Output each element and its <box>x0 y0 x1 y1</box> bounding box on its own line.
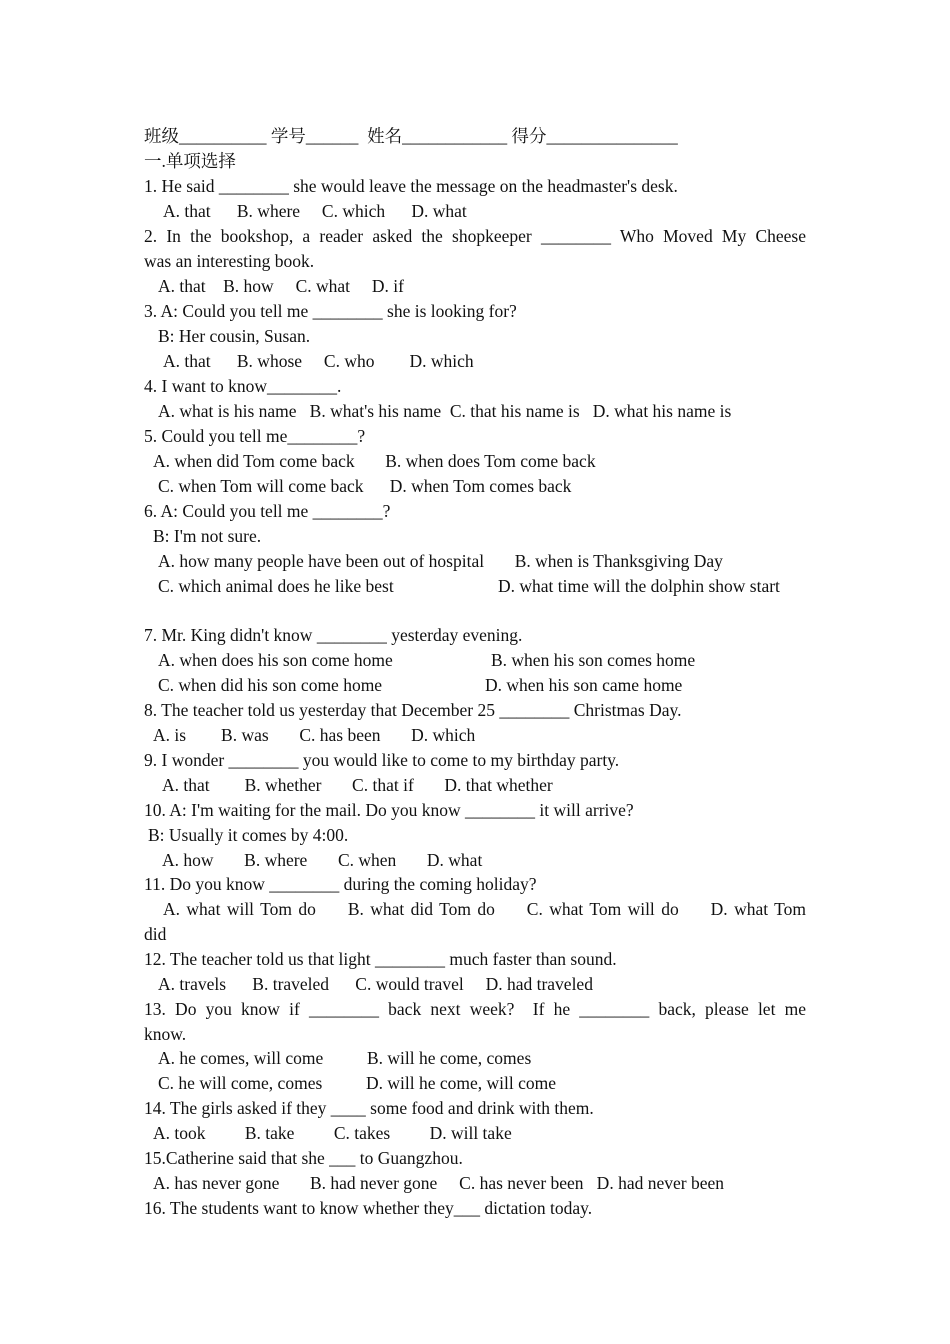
question-16-stem: 16. The students want to know whether they___ dictation today. <box>144 1198 593 1218</box>
question-7-stem: 7. Mr. King didn't know ________ yesterday evening. <box>144 625 523 645</box>
question-11-stem: 11. Do you know ________ during the coming holiday? <box>144 874 537 894</box>
question-6-option-c: C. which animal does he like best <box>158 576 394 596</box>
question-1-options: A. that B. where C. which D. what <box>163 201 467 221</box>
section-title: 一.单项选择 <box>144 151 236 171</box>
question-1-stem: 1. He said ________ she would leave the message on the headmaster's desk. <box>144 176 678 196</box>
question-5-options-ab: A. when did Tom come back B. when does Tom come back <box>153 451 596 471</box>
question-5-stem: 5. Could you tell me________? <box>144 426 366 446</box>
question-10-options: A. how B. where C. when D. what <box>162 850 483 870</box>
question-8-options: A. is B. was C. has been D. which <box>153 725 476 745</box>
question-6-options-ab: A. how many people have been out of hospital B. when is Thanksgiving Day <box>158 551 723 571</box>
question-13-options-cd: C. he will come, comes D. will he come, will come <box>158 1073 557 1093</box>
question-6-stem: 6. A: Could you tell me ________? <box>144 501 391 521</box>
question-2-stem-line1: 2. In the bookshop, a reader asked the shopkeeper ________ Who Moved My Cheese <box>144 226 806 246</box>
question-4-options: A. what is his name B. what's his name C. that his name is D. what his name is <box>158 401 732 421</box>
question-2-options: A. that B. how C. what D. if <box>158 276 404 296</box>
question-7-option-d: D. when his son came home <box>485 675 683 695</box>
question-12-options: A. travels B. traveled C. would travel D. had traveled <box>158 974 593 994</box>
question-8-stem: 8. The teacher told us yesterday that December 25 ________ Christmas Day. <box>144 700 682 720</box>
question-3-stem: 3. A: Could you tell me ________ she is looking for? <box>144 301 517 321</box>
question-4-stem: 4. I want to know________. <box>144 376 342 396</box>
question-15-options: A. has never gone B. had never gone C. has never been D. had never been <box>153 1173 724 1193</box>
question-14-options: A. took B. take C. takes D. will take <box>153 1123 512 1143</box>
question-7-option-a: A. when does his son come home <box>158 650 393 670</box>
question-3-reply: B: Her cousin, Susan. <box>158 326 311 346</box>
question-6-option-d: D. what time will the dolphin show start <box>498 576 780 596</box>
question-11-options-line2: did <box>144 924 167 944</box>
question-12-stem: 12. The teacher told us that light ________ much faster than sound. <box>144 949 617 969</box>
question-9-stem: 9. I wonder ________ you would like to come to my birthday party. <box>144 750 620 770</box>
question-6-reply: B: I'm not sure. <box>153 526 262 546</box>
question-5-options-cd: C. when Tom will come back D. when Tom comes back <box>158 476 572 496</box>
question-7-option-c: C. when did his son come home <box>158 675 383 695</box>
question-10-reply: B: Usually it comes by 4:00. <box>148 825 349 845</box>
question-13-stem-line1: 13. Do you know if ________ back next week? If he ________ back, please let me <box>144 999 806 1019</box>
question-15-stem: 15.Catherine said that she ___ to Guangzhou. <box>144 1148 463 1168</box>
question-2-stem-line2: was an interesting book. <box>144 251 315 271</box>
question-3-options: A. that B. whose C. who D. which <box>163 351 474 371</box>
question-13-stem-line2: know. <box>144 1024 187 1044</box>
question-9-options: A. that B. whether C. that if D. that whether <box>162 775 553 795</box>
question-10-stem: 10. A: I'm waiting for the mail. Do you know ________ it will arrive? <box>144 800 634 820</box>
question-14-stem: 14. The girls asked if they ____ some food and drink with them. <box>144 1098 594 1118</box>
question-11-options-line1: A. what will Tom do B. what did Tom do C. what Tom will do D. what Tom <box>163 899 806 919</box>
question-13-options-ab: A. he comes, will come B. will he come, comes <box>158 1048 532 1068</box>
header-fields: 班级__________ 学号______ 姓名____________ 得分_______________ <box>144 126 678 146</box>
question-7-option-b: B. when his son comes home <box>491 650 696 670</box>
